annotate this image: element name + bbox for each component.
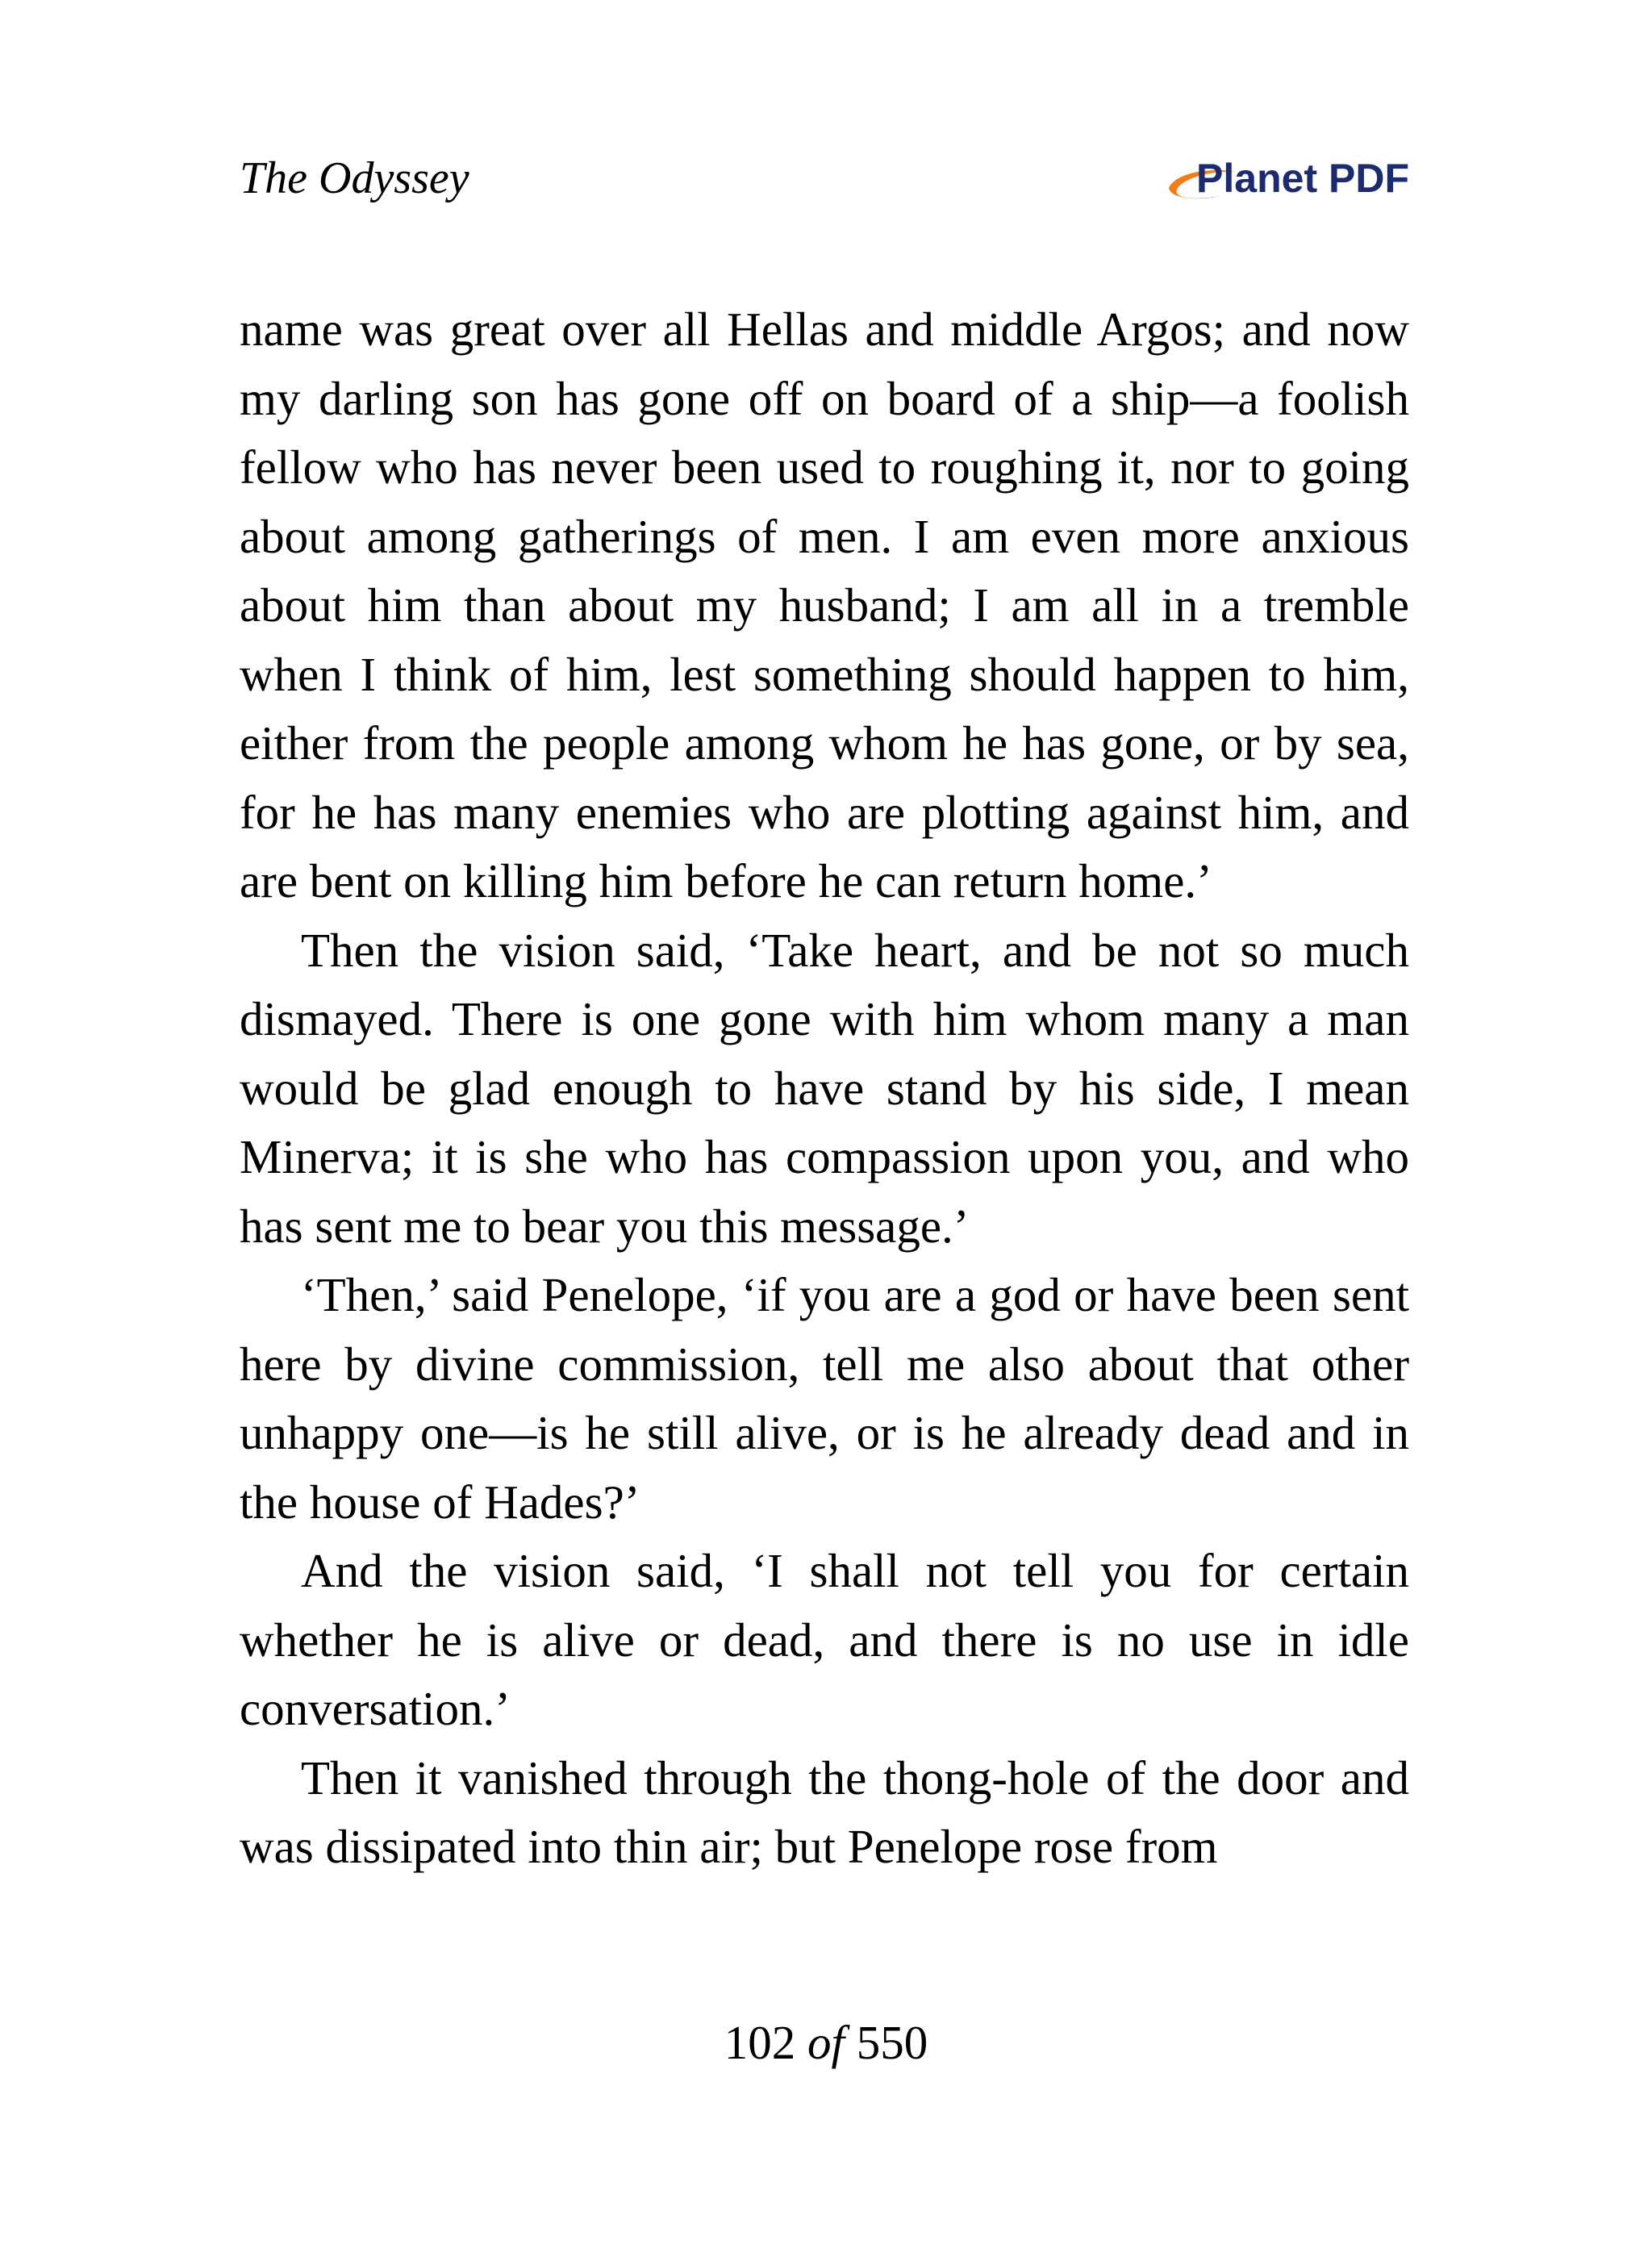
book-title: The Odyssey (240, 153, 469, 203)
logo-text: Planet PDF (1196, 156, 1409, 201)
paragraph: ‘Then,’ said Penelope, ‘if you are a god or have been sent here by divine commission, tell me also about that other unhappy one—is he still alive, or is he already dead and in the house of Hades?’ (240, 1268, 1409, 1529)
page-footer (0, 2010, 1652, 2075)
body-text (240, 295, 1409, 1882)
paragraph: Then it vanished through the thong-hole of the door and was dissipated into thin air; but Penelope rose from (240, 1750, 1409, 1873)
total-pages-number: 550 (856, 2016, 928, 2069)
paragraph: name was great over all Hellas and middle Argos; and now my darling son has gone off on board of a ship—a foolish fellow who has never been used to roughing it, nor to going about among gatherings of men. I am even more anxious about him than about my husband; I am all in a tremble when I think of him, lest something should happen to him, either from the people among whom he has gone, or by sea, for he has many enemies who are plotting against him, and are bent on killing him before he can return home.’ (240, 302, 1409, 907)
page-header (240, 149, 1409, 214)
page-of-label: of (807, 2016, 857, 2069)
paragraph: And the vision said, ‘I shall not tell you for certain whether he is alive or dead, and there is no use in idle conversation.’ (240, 1544, 1409, 1735)
current-page-number: 102 (724, 2016, 796, 2069)
paragraph: Then the vision said, ‘Take heart, and be not so much dismayed. There is one gone with him whom many a man would be glad enough to have stand by his side, I mean Minerva; it is she who has compassion upon you, and who has sent me to bear you this message.’ (240, 923, 1409, 1253)
planet-pdf-logo (1159, 149, 1409, 214)
